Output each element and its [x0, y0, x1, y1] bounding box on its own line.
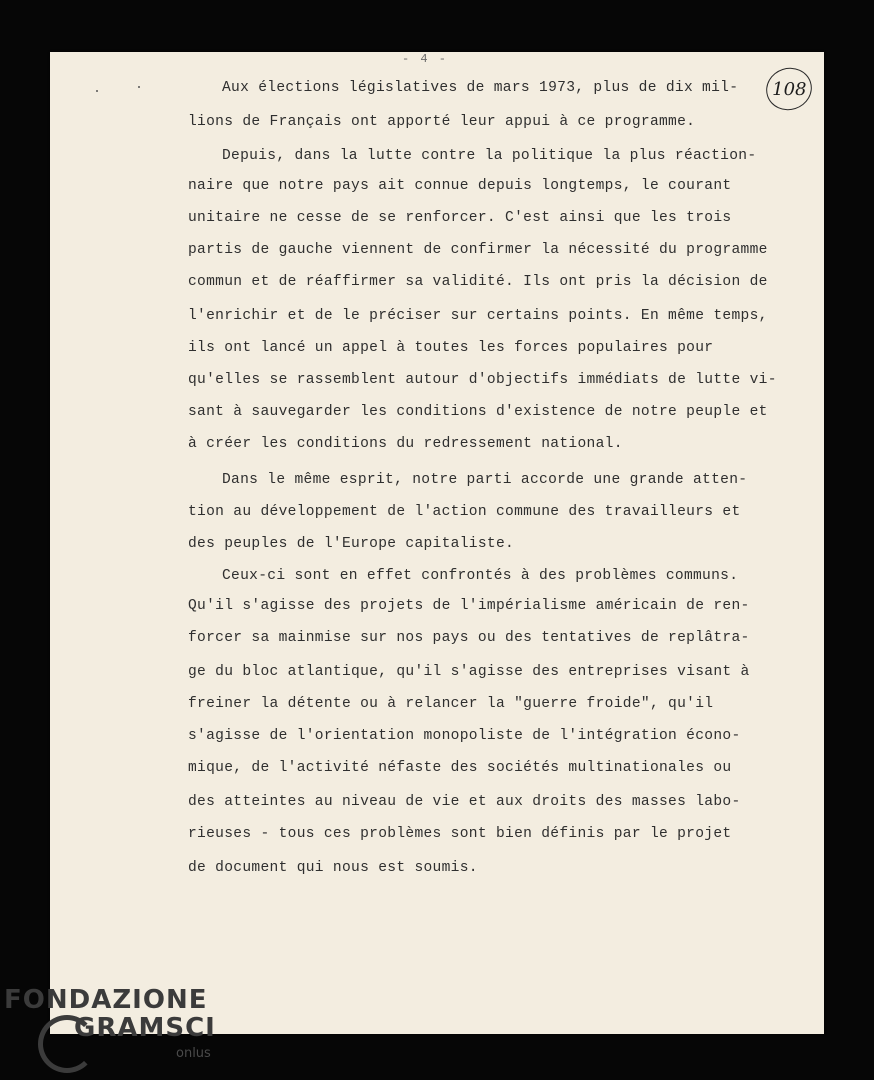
text-line: freiner la détente ou à relancer la "guerre froide", qu'il [188, 696, 714, 712]
text-line: lions de Français ont apporté leur appui à ce programme. [188, 114, 696, 130]
text-line: commun et de réaffirmer sa validité. Ils ont pris la décision de [188, 274, 768, 290]
text-line: Dans le même esprit, notre parti accorde une grande atten- [222, 472, 748, 488]
text-line: à créer les conditions du redressement national. [188, 436, 623, 452]
ink-speck [96, 90, 98, 92]
watermark-line3: onlus [176, 1046, 211, 1061]
text-line: des atteintes au niveau de vie et aux droits des masses labo- [188, 794, 741, 810]
text-line: partis de gauche viennent de confirmer la nécessité du programme [188, 242, 768, 258]
ink-speck [138, 86, 140, 88]
watermark-line2: GRAMSCI [74, 1013, 216, 1043]
text-line: Qu'il s'agisse des projets de l'impérialisme américain de ren- [188, 598, 750, 614]
text-line: mique, de l'activité néfaste des sociétés multinationales ou [188, 760, 732, 776]
text-line: ge du bloc atlantique, qu'il s'agisse des entreprises visant à [188, 664, 750, 680]
text-line: de document qui nous est soumis. [188, 860, 478, 876]
text-line: Depuis, dans la lutte contre la politique la plus réaction- [222, 148, 757, 164]
text-line: des peuples de l'Europe capitaliste. [188, 536, 515, 552]
text-line: s'agisse de l'orientation monopoliste de l'intégration écono- [188, 728, 741, 744]
text-line: tion au développement de l'action commune des travailleurs et [188, 504, 741, 520]
text-line: rieuses - tous ces problèmes sont bien définis par le projet [188, 826, 732, 842]
text-line: naire que notre pays ait connue depuis longtemps, le courant [188, 178, 732, 194]
text-line: unitaire ne cesse de se renforcer. C'est ainsi que les trois [188, 210, 732, 226]
text-line: qu'elles se rassemblent autour d'objectifs immédiats de lutte vi- [188, 372, 777, 388]
text-line: Aux élections législatives de mars 1973, plus de dix mil- [222, 80, 739, 96]
text-line: forcer sa mainmise sur nos pays ou des tentatives de replâtra- [188, 630, 750, 646]
text-line: sant à sauvegarder les conditions d'existence de notre peuple et [188, 404, 768, 420]
folio-stamp [761, 62, 818, 116]
text-line: ils ont lancé un appel à toutes les forces populaires pour [188, 340, 714, 356]
page-number: - 4 - [402, 52, 449, 66]
text-line: l'enrichir et de le préciser sur certains points. En même temps, [188, 308, 768, 324]
text-line: Ceux-ci sont en effet confrontés à des problèmes communs. [222, 568, 739, 584]
folio-number: 108 [771, 78, 807, 100]
document-page [50, 52, 824, 1034]
watermark-line1: FONDAZIONE [4, 985, 208, 1015]
watermark [4, 986, 216, 1042]
